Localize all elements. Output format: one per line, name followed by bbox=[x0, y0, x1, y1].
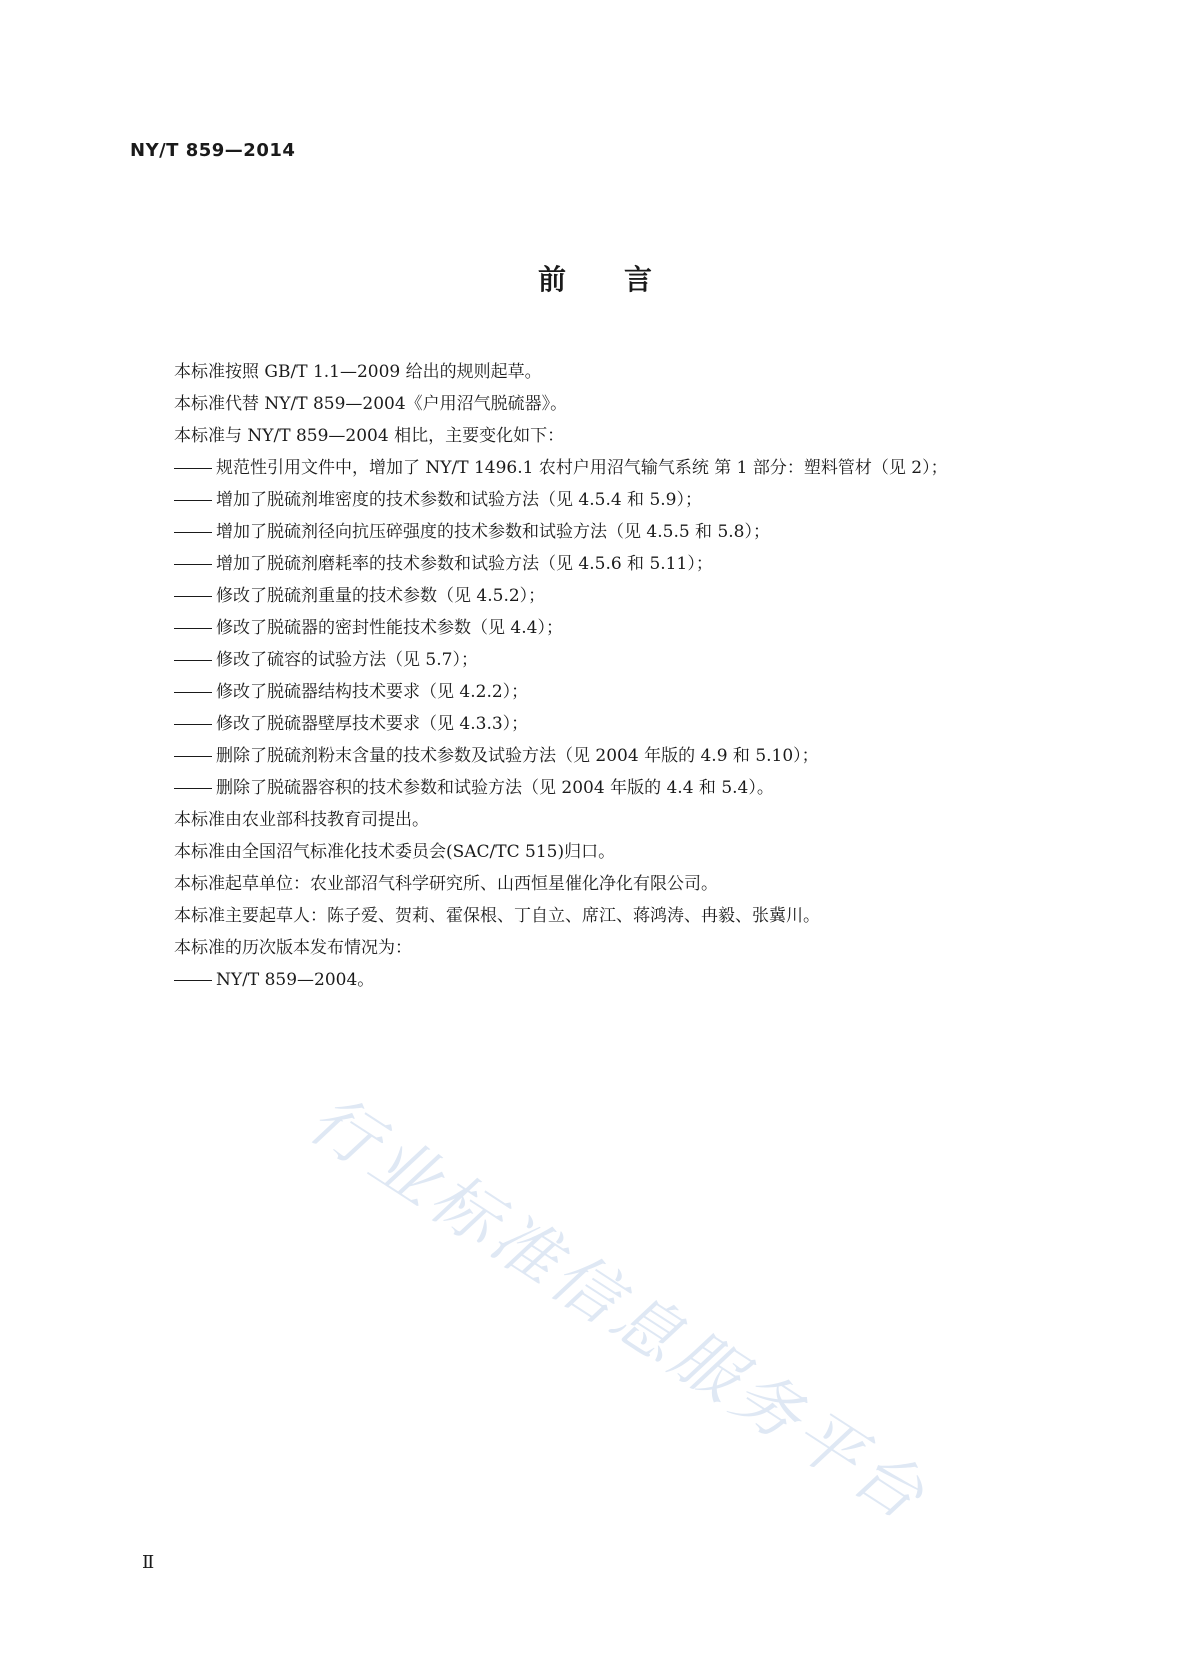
outro-paragraph: 本标准的历次版本发布情况为： bbox=[174, 938, 412, 958]
change-item-text: 删除了脱硫剂粉末含量的技术参数及试验方法（见 2004 年版的 4.9 和 5.10）； bbox=[216, 746, 819, 766]
change-item bbox=[174, 644, 1074, 676]
dash-marker bbox=[174, 452, 216, 484]
change-item bbox=[174, 612, 1074, 644]
dash-marker bbox=[174, 548, 216, 580]
change-item bbox=[174, 740, 1074, 772]
dash-marker bbox=[174, 580, 216, 612]
outro-paragraph: 本标准起草单位：农业部沼气科学研究所、山西恒星催化净化有限公司。 bbox=[174, 874, 718, 894]
change-item-text: 增加了脱硫剂径向抗压碎强度的技术参数和试验方法（见 4.5.5 和 5.8）； bbox=[216, 522, 771, 542]
foreword-body bbox=[174, 356, 1074, 996]
dash-marker bbox=[174, 612, 216, 644]
change-item-text: 修改了脱硫器的密封性能技术参数（见 4.4）； bbox=[216, 618, 563, 638]
change-item-text: 增加了脱硫剂磨耗率的技术参数和试验方法（见 4.5.6 和 5.11）； bbox=[216, 554, 713, 574]
dash-marker bbox=[174, 772, 216, 804]
dash-marker bbox=[174, 708, 216, 740]
intro-paragraph: 本标准与 NY/T 859—2004 相比，主要变化如下： bbox=[174, 426, 565, 446]
page-number: Ⅱ bbox=[142, 1552, 155, 1573]
change-item bbox=[174, 548, 1074, 580]
dash-marker bbox=[174, 676, 216, 708]
outro-paragraph: 本标准主要起草人：陈子爱、贺莉、霍保根、丁自立、席江、蒋鸿涛、冉毅、张冀川。 bbox=[174, 906, 820, 926]
change-item-text: 增加了脱硫剂堆密度的技术参数和试验方法（见 4.5.4 和 5.9）； bbox=[216, 490, 703, 510]
change-item-text: 删除了脱硫器容积的技术参数和试验方法（见 2004 年版的 4.4 和 5.4）。 bbox=[216, 778, 774, 798]
change-item-text: 修改了脱硫器结构技术要求（见 4.2.2）； bbox=[216, 682, 529, 702]
outro-paragraph: 本标准由全国沼气标准化技术委员会(SAC/TC 515)归口。 bbox=[174, 842, 616, 862]
standard-code: NY/T 859—2014 bbox=[130, 140, 296, 161]
change-item bbox=[174, 516, 1074, 548]
dash-marker bbox=[174, 516, 216, 548]
intro-paragraph: 本标准按照 GB/T 1.1—2009 给出的规则起草。 bbox=[174, 362, 542, 382]
change-item bbox=[174, 772, 1074, 804]
dash-marker bbox=[174, 964, 216, 996]
change-item bbox=[174, 708, 1074, 740]
change-item bbox=[174, 676, 1074, 708]
dash-marker bbox=[174, 484, 216, 516]
change-item-text: 修改了脱硫剂重量的技术参数（见 4.5.2）； bbox=[216, 586, 546, 606]
intro-paragraph: 本标准代替 NY/T 859—2004《户用沼气脱硫器》。 bbox=[174, 394, 568, 414]
change-item bbox=[174, 580, 1074, 612]
dash-marker bbox=[174, 740, 216, 772]
history-item-text: NY/T 859—2004。 bbox=[216, 970, 375, 990]
watermark: 行业标准信息服务平台 bbox=[295, 1080, 942, 1537]
change-item bbox=[174, 452, 1074, 484]
change-item bbox=[174, 484, 1074, 516]
change-item-text: 规范性引用文件中，增加了 NY/T 1496.1 农村户用沼气输气系统 第 1 部分：塑料管材（见 2）； bbox=[216, 458, 948, 478]
change-item-text: 修改了脱硫器壁厚技术要求（见 4.3.3）； bbox=[216, 714, 529, 734]
outro-paragraph: 本标准由农业部科技教育司提出。 bbox=[174, 810, 429, 830]
page-title: 前言 bbox=[537, 263, 710, 296]
history-item bbox=[174, 964, 1074, 996]
dash-marker bbox=[174, 644, 216, 676]
change-item-text: 修改了硫容的试验方法（见 5.7）； bbox=[216, 650, 478, 670]
